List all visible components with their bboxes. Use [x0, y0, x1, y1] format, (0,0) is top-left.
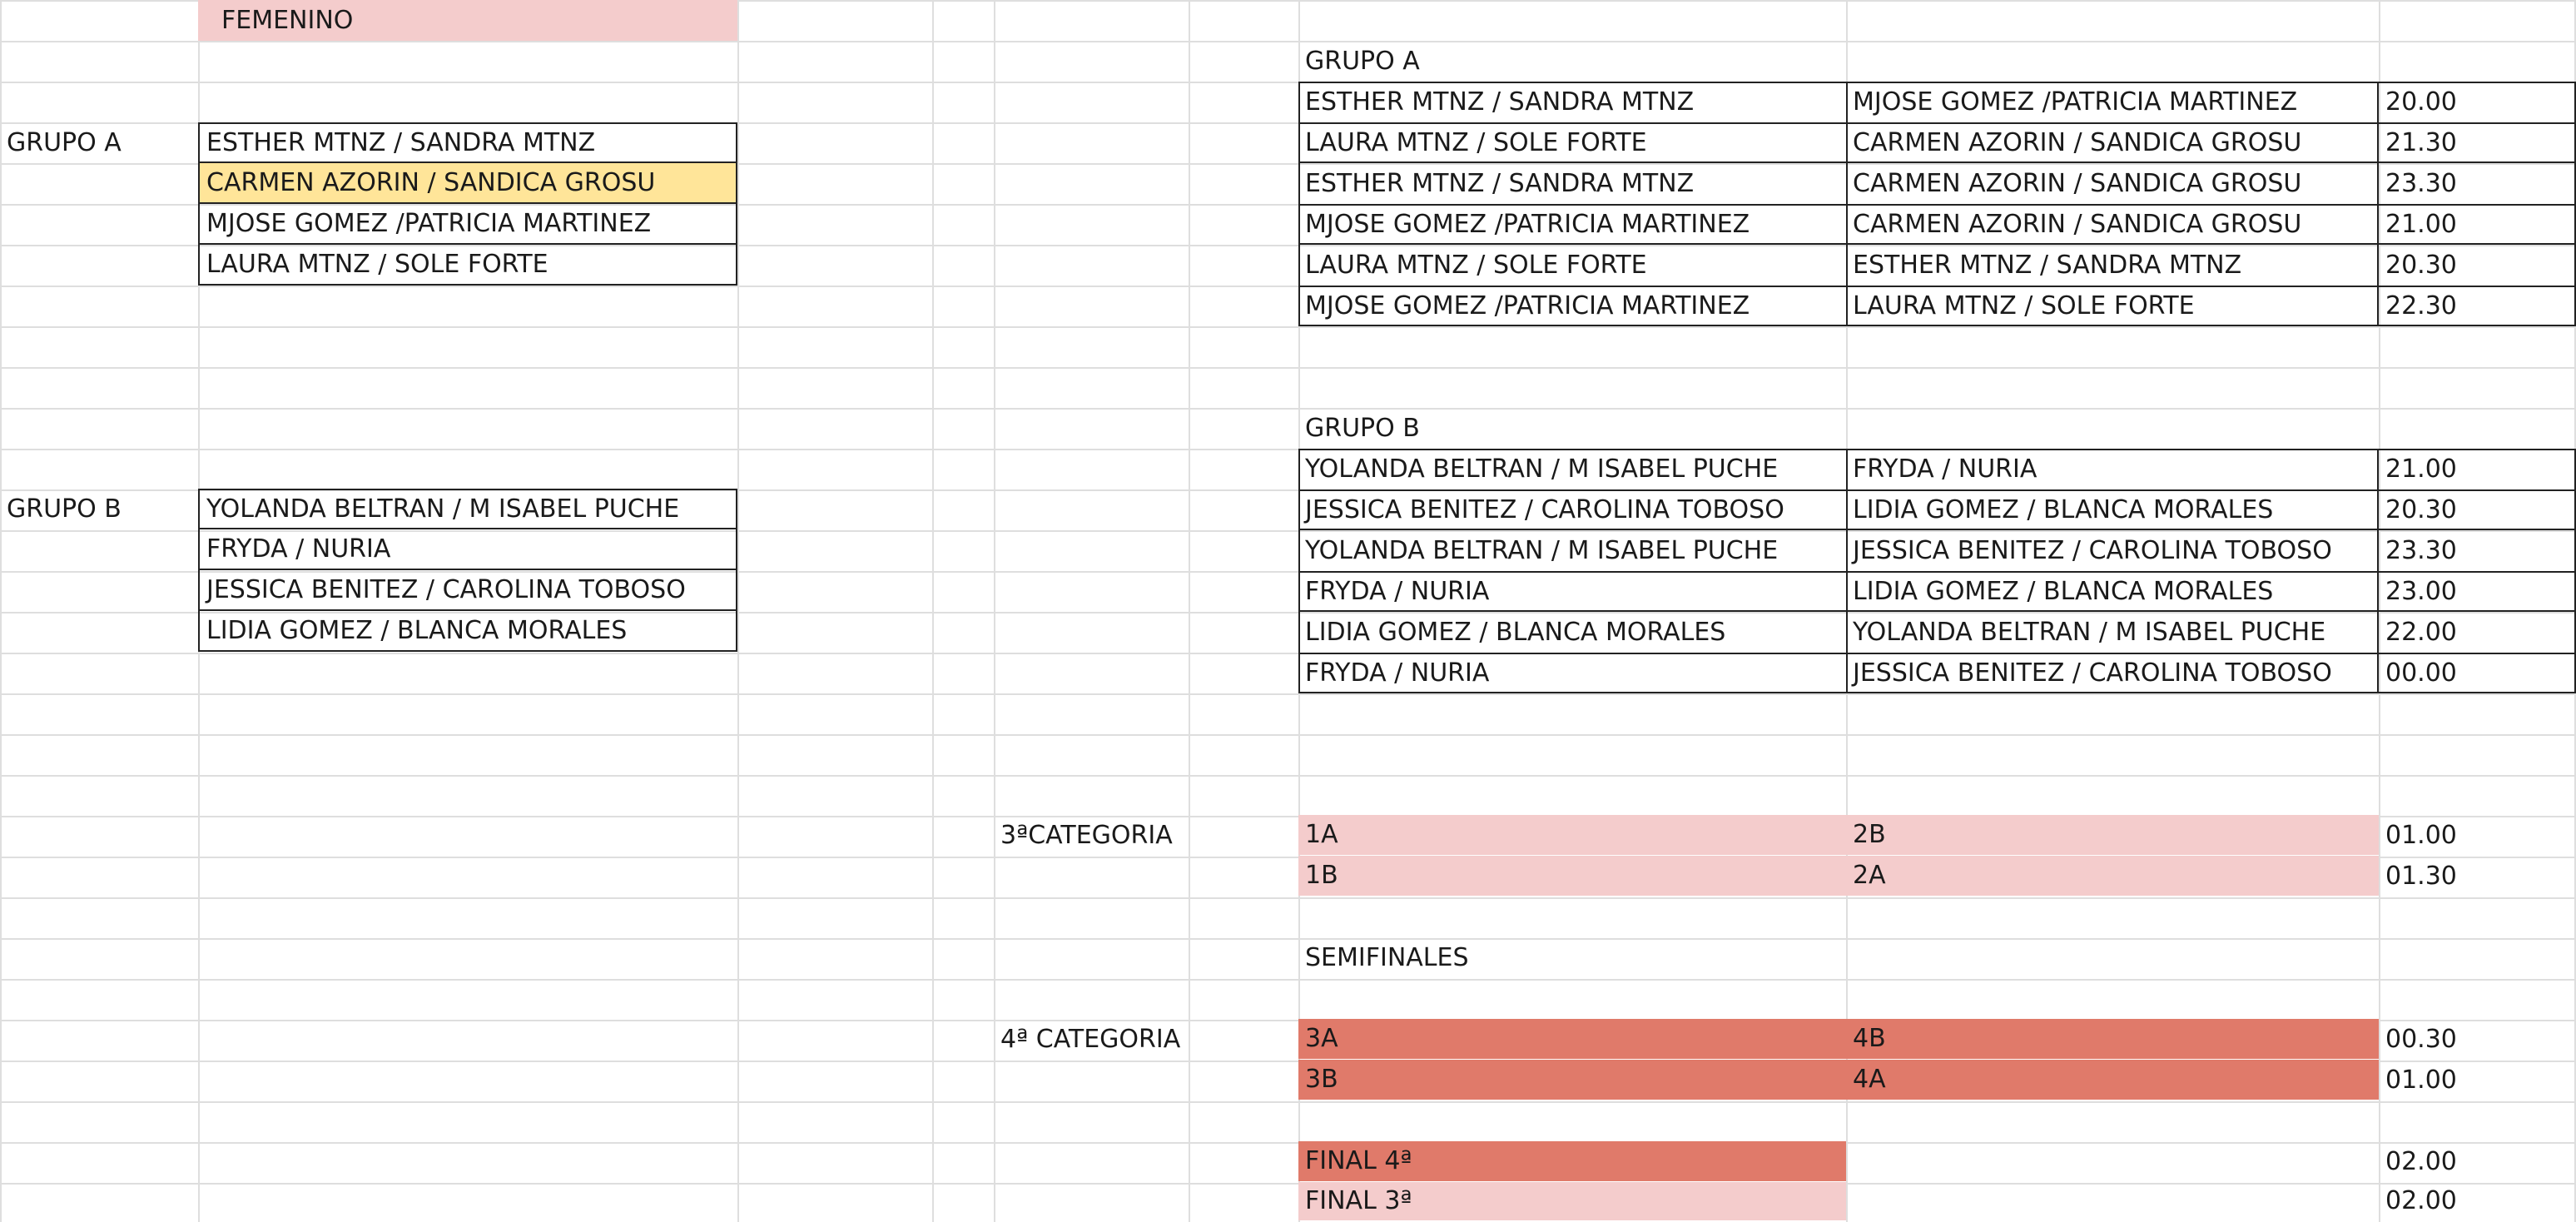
grid-row-line-17 — [0, 693, 2576, 695]
schedule-a-time-1[interactable]: 20.00 — [2385, 87, 2457, 117]
schedule-b-home-3[interactable]: YOLANDA BELTRAN / M ISABEL PUCHE — [1305, 535, 1779, 565]
schedule-b-home-1[interactable]: YOLANDA BELTRAN / M ISABEL PUCHE — [1305, 454, 1779, 484]
schedule-a-home-2[interactable]: LAURA MTNZ / SOLE FORTE — [1305, 127, 1647, 157]
third-category-label[interactable]: 3ªCATEGORIA — [1000, 820, 1173, 850]
grid-row-line-8 — [0, 326, 2576, 328]
grid-row-line-9 — [0, 367, 2576, 369]
group-b-team-2[interactable]: FRYDA / NURIA — [198, 529, 737, 570]
third-cat-away-2[interactable]: 2A — [1846, 856, 2379, 896]
schedule-a-time-5[interactable]: 20.30 — [2385, 250, 2457, 280]
fourth-cat-time-2[interactable]: 01.00 — [2385, 1065, 2457, 1095]
schedule-a-home-5[interactable]: LAURA MTNZ / SOLE FORTE — [1305, 250, 1647, 280]
schedule-a-time-4[interactable]: 21.00 — [2385, 209, 2457, 239]
third-cat-time-2[interactable]: 01.30 — [2385, 861, 2457, 891]
fourth-cat-away-1[interactable]: 4B — [1846, 1019, 2379, 1059]
schedule-a-away-6[interactable]: LAURA MTNZ / SOLE FORTE — [1853, 291, 2195, 320]
grid-col-line-2 — [737, 0, 739, 1222]
schedule-a-away-1[interactable]: MJOSE GOMEZ /PATRICIA MARTINEZ — [1853, 87, 2298, 117]
schedule-a-time-3[interactable]: 23.30 — [2385, 168, 2457, 198]
grid-row-line-23 — [0, 938, 2576, 940]
schedule-b-time-6[interactable]: 00.00 — [2385, 658, 2457, 688]
final-3-cell[interactable]: FINAL 3ª — [1298, 1182, 1846, 1220]
schedule-a-home-6[interactable]: MJOSE GOMEZ /PATRICIA MARTINEZ — [1305, 291, 1750, 320]
schedule-b-home-5[interactable]: LIDIA GOMEZ / BLANCA MORALES — [1305, 617, 1726, 647]
schedule-b-time-4[interactable]: 23.00 — [2385, 576, 2457, 606]
grid-row-line-19 — [0, 775, 2576, 777]
group-b-team-1[interactable]: YOLANDA BELTRAN / M ISABEL PUCHE — [198, 489, 737, 529]
grid-col-line-0 — [0, 0, 2, 1222]
schedule-a-away-5[interactable]: ESTHER MTNZ / SANDRA MTNZ — [1853, 250, 2242, 280]
schedule-a-time-6[interactable]: 22.30 — [2385, 291, 2457, 320]
schedule-a-time-2[interactable]: 21.30 — [2385, 127, 2457, 157]
schedule-b-time-2[interactable]: 20.30 — [2385, 494, 2457, 524]
schedule-b-home-6[interactable]: FRYDA / NURIA — [1305, 658, 1490, 688]
schedule-b-away-6[interactable]: JESSICA BENITEZ / CAROLINA TOBOSO — [1853, 658, 2332, 688]
third-cat-away-1[interactable]: 2B — [1846, 815, 2379, 855]
group-a-team-1[interactable]: ESTHER MTNZ / SANDRA MTNZ — [198, 122, 737, 163]
schedule-a-away-3[interactable]: CARMEN AZORIN / SANDICA GROSU — [1853, 168, 2302, 198]
fourth-cat-home-1[interactable]: 3A — [1298, 1019, 1846, 1059]
grid-row-line-24 — [0, 979, 2576, 981]
schedule-b-away-5[interactable]: YOLANDA BELTRAN / M ISABEL PUCHE — [1853, 617, 2326, 647]
group-a-team-2[interactable]: CARMEN AZORIN / SANDICA GROSU — [198, 163, 737, 204]
group-b-team-3[interactable]: JESSICA BENITEZ / CAROLINA TOBOSO — [198, 570, 737, 611]
group-a-team-4[interactable]: LAURA MTNZ / SOLE FORTE — [198, 245, 737, 286]
grid-col-line-5 — [1189, 0, 1190, 1222]
third-cat-home-2[interactable]: 1B — [1298, 856, 1846, 896]
final-3-time[interactable]: 02.00 — [2385, 1186, 2457, 1215]
grid-row-line-29 — [0, 1183, 2576, 1185]
group-a-label[interactable]: GRUPO A — [7, 127, 122, 157]
third-cat-home-1[interactable]: 1A — [1298, 815, 1846, 855]
schedule-b-time-3[interactable]: 23.30 — [2385, 535, 2457, 565]
schedule-a-home-1[interactable]: ESTHER MTNZ / SANDRA MTNZ — [1305, 87, 1695, 117]
grid-row-line-1 — [0, 41, 2576, 42]
schedule-b-away-4[interactable]: LIDIA GOMEZ / BLANCA MORALES — [1853, 576, 2274, 606]
schedule-a-away-2[interactable]: CARMEN AZORIN / SANDICA GROSU — [1853, 127, 2302, 157]
group-b-team-4[interactable]: LIDIA GOMEZ / BLANCA MORALES — [198, 611, 737, 652]
grid-row-line-28 — [0, 1142, 2576, 1144]
final-4-time[interactable]: 02.00 — [2385, 1146, 2457, 1176]
grid-row-line-18 — [0, 734, 2576, 736]
schedule-a-title[interactable]: GRUPO A — [1305, 46, 1420, 76]
fourth-category-label[interactable]: 4ª CATEGORIA — [1000, 1024, 1181, 1054]
schedule-b-away-1[interactable]: FRYDA / NURIA — [1853, 454, 2037, 484]
schedule-b-home-4[interactable]: FRYDA / NURIA — [1305, 576, 1490, 606]
third-cat-time-1[interactable]: 01.00 — [2385, 820, 2457, 850]
schedule-b-time-1[interactable]: 21.00 — [2385, 454, 2457, 484]
group-b-label[interactable]: GRUPO B — [7, 494, 122, 524]
semifinals-label[interactable]: SEMIFINALES — [1305, 942, 1469, 972]
schedule-b-title[interactable]: GRUPO B — [1305, 413, 1420, 443]
category-header-femenino[interactable]: FEMENINO — [198, 0, 737, 41]
grid-row-line-10 — [0, 408, 2576, 410]
final-4-cell[interactable]: FINAL 4ª — [1298, 1141, 1846, 1181]
fourth-cat-home-2[interactable]: 3B — [1298, 1060, 1846, 1100]
grid-col-line-3 — [932, 0, 934, 1222]
schedule-b-time-5[interactable]: 22.00 — [2385, 617, 2457, 647]
schedule-a-away-4[interactable]: CARMEN AZORIN / SANDICA GROSU — [1853, 209, 2302, 239]
schedule-b-home-2[interactable]: JESSICA BENITEZ / CAROLINA TOBOSO — [1305, 494, 1784, 524]
fourth-cat-away-2[interactable]: 4A — [1846, 1060, 2379, 1100]
grid-row-line-22 — [0, 897, 2576, 899]
schedule-b-away-3[interactable]: JESSICA BENITEZ / CAROLINA TOBOSO — [1853, 535, 2332, 565]
schedule-b-away-2[interactable]: LIDIA GOMEZ / BLANCA MORALES — [1853, 494, 2274, 524]
group-a-team-3[interactable]: MJOSE GOMEZ /PATRICIA MARTINEZ — [198, 204, 737, 245]
schedule-a-home-3[interactable]: ESTHER MTNZ / SANDRA MTNZ — [1305, 168, 1695, 198]
grid-row-line-27 — [0, 1101, 2576, 1103]
fourth-cat-time-1[interactable]: 00.30 — [2385, 1024, 2457, 1054]
schedule-a-home-4[interactable]: MJOSE GOMEZ /PATRICIA MARTINEZ — [1305, 209, 1750, 239]
